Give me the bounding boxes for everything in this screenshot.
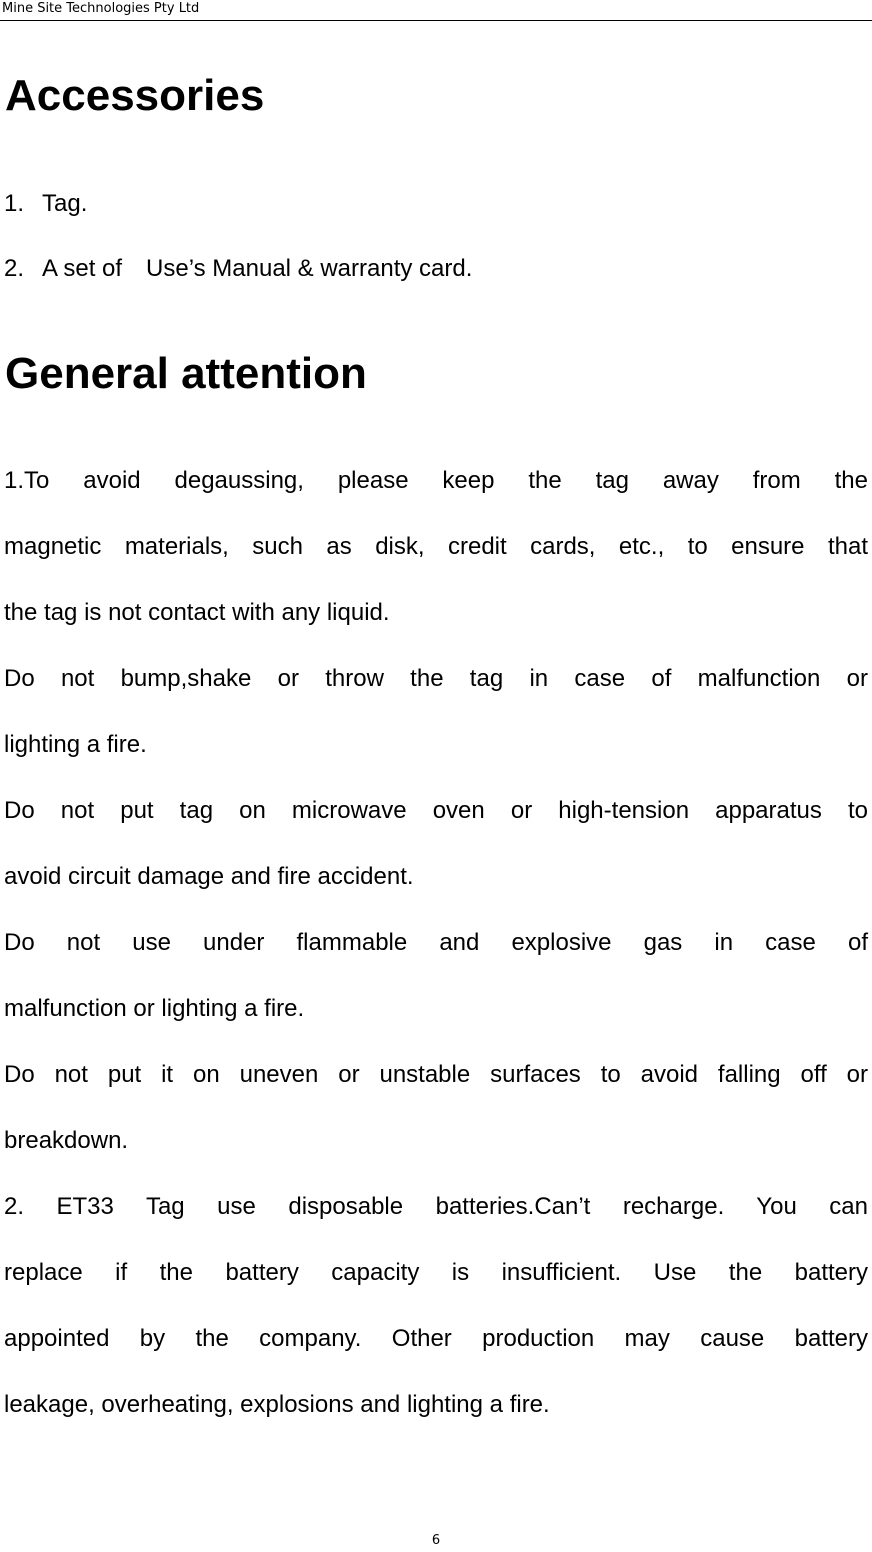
general-attention-heading: General attention — [5, 349, 367, 398]
text-line: avoid circuit damage and fire accident. — [4, 863, 414, 890]
text-line: lighting a fire. — [4, 731, 147, 758]
accessory-item-2 — [4, 254, 472, 284]
attention-paragraph-batteries — [4, 1174, 868, 1438]
text-line: Do not use under flammable and explosive gas in case of — [4, 929, 868, 956]
attention-paragraph-uneven-surfaces — [4, 1042, 868, 1174]
text-line: Do not bump,shake or throw the tag in case of malfunction or — [4, 665, 868, 692]
text-line: 1.To avoid degaussing, please keep the tag away from the — [4, 467, 868, 494]
accessory-item-text: Tag. — [42, 190, 88, 217]
running-header — [0, 0, 872, 21]
accessory-item-number: 1. — [4, 190, 25, 217]
attention-paragraph-bump — [4, 646, 868, 778]
text-line: leakage, overheating, explosions and lighting a fire. — [4, 1391, 550, 1418]
accessory-item-text: A set of Use’s Manual & warranty card. — [42, 255, 473, 282]
text-line: breakdown. — [4, 1127, 129, 1154]
text-line: appointed by the company. Other production may cause battery — [4, 1325, 868, 1352]
text-line: Do not put tag on microwave oven or high-tension apparatus to — [4, 797, 868, 824]
text-line: Do not put it on uneven or unstable surfaces to avoid falling off or — [4, 1061, 868, 1088]
page-number: 6 — [431, 1533, 441, 1548]
attention-body — [4, 448, 868, 1438]
text-line: magnetic materials, such as disk, credit cards, etc., to ensure that — [4, 533, 868, 560]
text-line: malfunction or lighting a fire. — [4, 995, 305, 1022]
company-name: Mine Site Technologies Pty Ltd — [2, 1, 200, 16]
attention-paragraph-flammable-gas — [4, 910, 868, 1042]
text-line: 2. ET33 Tag use disposable batteries.Can’t recharge. You can — [4, 1193, 868, 1220]
accessory-item-number: 2. — [4, 255, 25, 282]
attention-paragraph-microwave — [4, 778, 868, 910]
text-line: replace if the battery capacity is insufficient. Use the battery — [4, 1259, 868, 1286]
accessories-heading: Accessories — [5, 71, 265, 120]
accessory-item-1 — [4, 189, 87, 219]
text-line: the tag is not contact with any liquid. — [4, 599, 390, 626]
attention-paragraph-degaussing — [4, 448, 868, 646]
